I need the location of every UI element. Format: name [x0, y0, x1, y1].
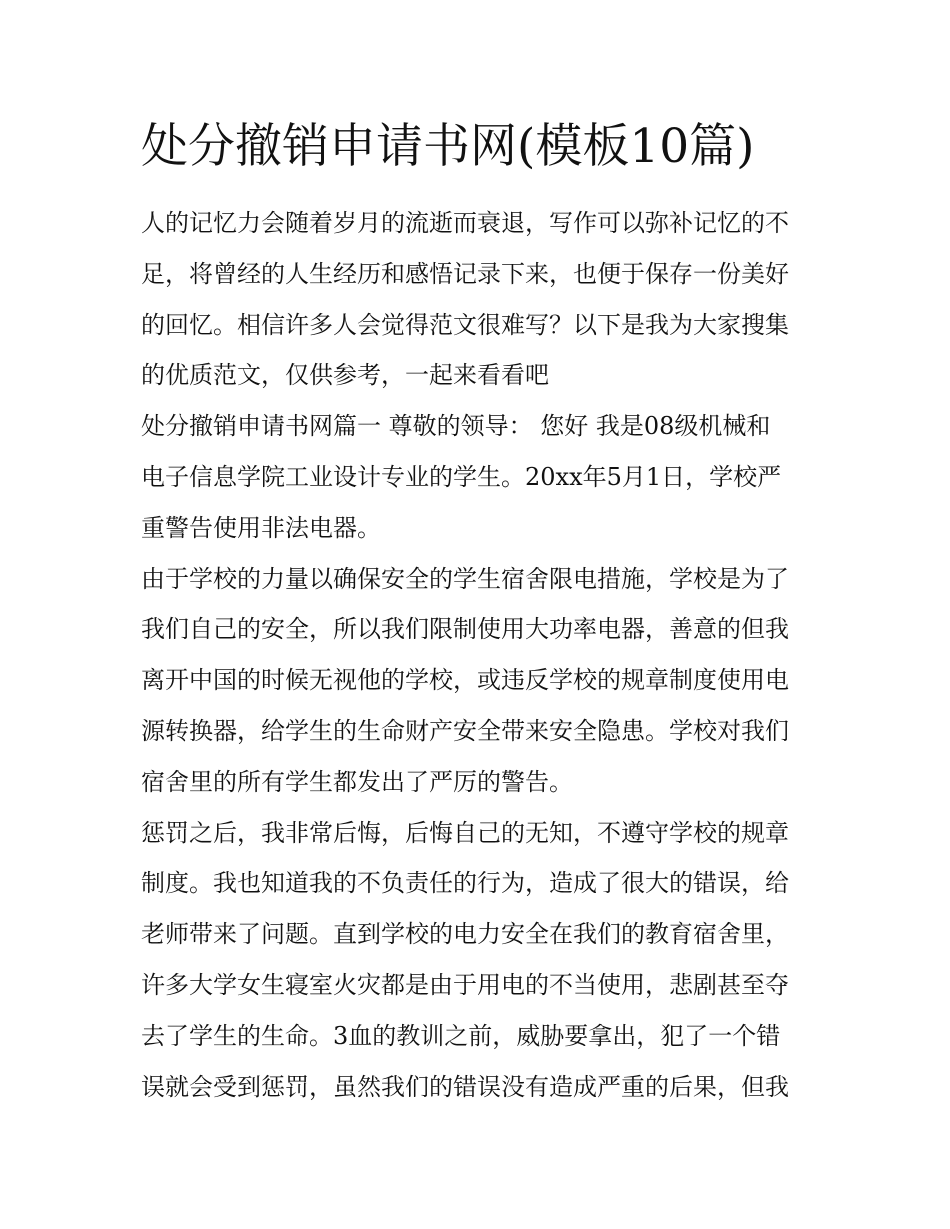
- body-line: 老师带来了问题。直到学校的电力安全在我们的教育宿舍里，: [141, 920, 789, 949]
- body-line: 源转换器，给学生的生命财产安全带来安全隐患。学校对我们: [141, 716, 789, 745]
- body-line: 重警告使用非法电器。: [141, 513, 381, 542]
- body-line: 惩罚之后，我非常后悔，后悔自己的无知，不遵守学校的规章: [141, 818, 789, 847]
- body-line: 人的记忆力会随着岁月的流逝而衰退，写作可以弥补记忆的不: [141, 209, 789, 237]
- body-line: 足，将曾经的人生经历和感悟记录下来，也便于保存一份美好: [141, 259, 789, 288]
- body-line: 宿舍里的所有学生都发出了严厉的警告。: [141, 767, 573, 796]
- body-line: 许多大学女生寝室火灾都是由于用电的不当使用，悲剧甚至夺: [141, 970, 789, 999]
- body-line: 处分撤销申请书网篇一 尊敬的领导： 您好 我是08级机械和: [141, 412, 771, 441]
- body-line: 我们自己的安全，所以我们限制使用大功率电器，善意的但我: [141, 615, 789, 644]
- body-line: 电子信息学院工业设计专业的学生。20xx年5月1日，学校严: [141, 462, 782, 491]
- body-line: 离开中国的时候无视他的学校，或违反学校的规章制度使用电: [141, 666, 789, 695]
- document-title: 处分撤销申请书网(模板10篇): [141, 119, 755, 174]
- body-line: 由于学校的力量以确保安全的学生宿舍限电措施，学校是为了: [141, 564, 789, 593]
- body-line: 误就会受到惩罚，虽然我们的错误没有造成严重的后果，但我: [141, 1072, 789, 1101]
- body-line: 去了学生的生命。3血的教训之前，威胁要拿出，犯了一个错: [141, 1021, 781, 1050]
- body-line: 的优质范文，仅供参考，一起来看看吧: [141, 361, 549, 390]
- body-line: 制度。我也知道我的不负责任的行为，造成了很大的错误，给: [141, 869, 789, 898]
- document-body: [141, 198, 821, 1112]
- body-line: 的回忆。相信许多人会觉得范文很难写？以下是我为大家搜集: [141, 310, 789, 339]
